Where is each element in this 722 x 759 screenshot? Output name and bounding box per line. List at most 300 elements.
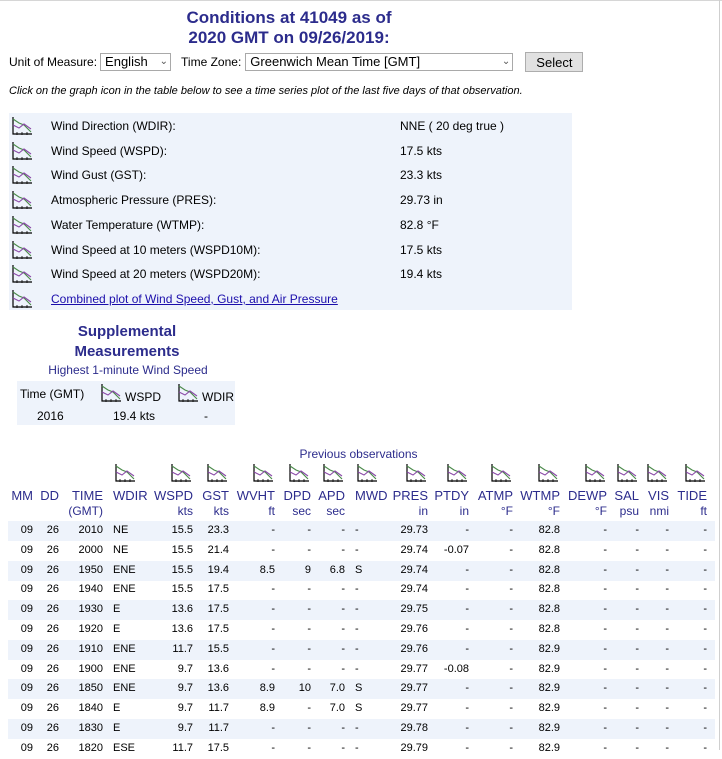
table-cell: ENE	[113, 564, 136, 576]
column-header: MM	[11, 488, 33, 503]
table-cell: 15.5	[171, 564, 193, 576]
graph-icon[interactable]	[356, 463, 378, 483]
supp-wdir-value: -	[204, 409, 208, 423]
table-cell: 26	[46, 544, 59, 556]
right-border	[719, 0, 720, 750]
table-cell: 26	[46, 603, 59, 615]
table-cell: 1950	[78, 564, 103, 576]
column-unit: psu	[619, 504, 639, 518]
supplemental-title-line-2: Measurements	[74, 343, 180, 360]
table-cell: 9	[304, 564, 311, 576]
table-cell: -	[465, 643, 469, 655]
table-cell: 09	[20, 742, 33, 754]
title-line-1: Conditions at 41049 as of	[186, 8, 392, 27]
column-unit: kts	[177, 504, 193, 518]
table-cell: -	[703, 742, 707, 754]
column-unit: in	[459, 504, 469, 518]
table-cell: -	[465, 682, 469, 694]
table-cell: -	[603, 702, 607, 714]
column-header: PRES	[392, 488, 428, 503]
table-cell: -	[665, 524, 669, 536]
table-cell: -	[665, 583, 669, 595]
condition-label: Wind Speed (WSPD):	[51, 144, 168, 158]
column-unit: in	[418, 504, 428, 518]
supp-time-header: Time (GMT)	[20, 387, 85, 401]
graph-icon[interactable]	[11, 264, 33, 284]
table-cell: 17.5	[207, 583, 229, 595]
table-cell: -	[465, 742, 469, 754]
table-cell: -	[271, 663, 275, 675]
unit-label: Unit of Measure:	[9, 55, 98, 69]
table-cell: 82.8	[538, 583, 560, 595]
previous-observations-title: Previous observations	[299, 447, 418, 461]
table-cell: -	[509, 702, 513, 714]
table-cell: -	[603, 722, 607, 734]
timezone-select[interactable]	[245, 53, 513, 71]
table-cell: -	[603, 682, 607, 694]
table-cell: -	[665, 564, 669, 576]
table-cell: -	[355, 524, 359, 536]
column-header: MWD	[355, 488, 388, 503]
table-cell: 29.75	[400, 603, 428, 615]
table-cell: -	[703, 663, 707, 675]
condition-value: NNE ( 20 deg true )	[400, 119, 505, 133]
column-header: WTMP	[520, 488, 560, 503]
table-cell: -	[509, 524, 513, 536]
condition-value: 17.5 kts	[400, 144, 443, 158]
table-cell: 17.5	[207, 603, 229, 615]
table-cell: 7.0	[329, 682, 345, 694]
table-cell: -	[635, 623, 639, 635]
table-cell: -	[635, 643, 639, 655]
table-cell: -	[665, 603, 669, 615]
condition-label: Wind Speed at 10 meters (WSPD10M):	[51, 243, 261, 257]
table-cell: 15.5	[171, 524, 193, 536]
table-cell: -	[703, 524, 707, 536]
graph-icon[interactable]	[170, 463, 192, 483]
table-cell: -	[635, 564, 639, 576]
table-cell: 82.8	[538, 564, 560, 576]
table-cell: 09	[20, 663, 33, 675]
table-cell: 29.79	[400, 742, 428, 754]
graph-icon[interactable]	[288, 463, 310, 483]
table-cell: 1840	[78, 702, 103, 714]
table-cell: 1900	[78, 663, 103, 675]
table-cell: -	[307, 603, 311, 615]
table-cell: -	[465, 603, 469, 615]
column-header: APD	[318, 488, 345, 503]
table-cell: ENE	[113, 643, 136, 655]
table-cell: -0.07	[443, 544, 469, 556]
table-cell: 9.7	[177, 722, 193, 734]
table-cell: -	[703, 544, 707, 556]
table-cell: -	[341, 742, 345, 754]
condition-value: 29.73 in	[400, 193, 443, 207]
column-unit: sec	[326, 504, 345, 518]
table-cell: 26	[46, 702, 59, 714]
table-cell: -	[703, 722, 707, 734]
table-cell: 17.5	[207, 623, 229, 635]
table-cell: -	[341, 663, 345, 675]
graph-icon[interactable]	[100, 383, 122, 403]
table-cell: 1820	[78, 742, 103, 754]
table-cell: -	[355, 643, 359, 655]
table-cell: -	[307, 742, 311, 754]
top-border	[0, 0, 722, 1]
table-cell: 09	[20, 544, 33, 556]
table-cell: -	[355, 722, 359, 734]
table-cell: -	[703, 702, 707, 714]
table-cell: 26	[46, 643, 59, 655]
table-cell: 29.74	[400, 564, 428, 576]
condition-label: Wind Speed at 20 meters (WSPD20M):	[51, 267, 261, 281]
graph-icon[interactable]	[646, 463, 668, 483]
condition-label: Atmospheric Pressure (PRES):	[51, 193, 217, 207]
column-header: DEWP	[568, 488, 607, 503]
condition-row-wspd10m	[9, 237, 572, 261]
table-cell: -	[271, 643, 275, 655]
table-cell: -	[271, 544, 275, 556]
table-cell: 8.9	[259, 702, 275, 714]
column-header: TIDE	[677, 488, 707, 503]
table-cell: -	[509, 544, 513, 556]
page-title	[0, 8, 578, 48]
column-unit: ft	[700, 504, 707, 518]
table-cell: 13.6	[207, 682, 229, 694]
table-cell: 1940	[78, 583, 103, 595]
instructions-text: Click on the graph icon in the table below to see a time series plot of the last five days of that observation.	[9, 85, 523, 97]
table-cell: -	[509, 583, 513, 595]
graph-icon[interactable]	[11, 116, 33, 136]
table-cell: 11.7	[172, 643, 193, 655]
column-unit: kts	[213, 504, 229, 518]
table-cell: 26	[46, 564, 59, 576]
table-cell: E	[113, 702, 121, 714]
select-button[interactable]: Select	[525, 52, 583, 72]
column-header: GST	[202, 488, 229, 503]
column-unit: °F	[547, 504, 560, 518]
graph-icon[interactable]	[11, 215, 33, 235]
table-cell: -	[665, 663, 669, 675]
table-cell: 1930	[78, 603, 103, 615]
column-header: VIS	[648, 488, 669, 503]
table-cell: -	[703, 682, 707, 694]
graph-icon[interactable]	[177, 383, 199, 403]
table-cell: 09	[20, 682, 33, 694]
table-cell: ENE	[113, 682, 136, 694]
table-cell: -	[665, 643, 669, 655]
table-cell: 13.6	[171, 623, 193, 635]
graph-icon[interactable]	[616, 463, 638, 483]
condition-row-pres	[9, 187, 572, 211]
table-cell: S	[355, 564, 363, 576]
condition-value: 23.3 kts	[400, 168, 443, 182]
table-cell: 9.7	[177, 682, 193, 694]
table-cell: 26	[46, 524, 59, 536]
table-cell: -	[665, 623, 669, 635]
table-cell: 09	[20, 603, 33, 615]
condition-row-combined	[9, 286, 572, 310]
column-header: DPD	[283, 488, 311, 503]
table-cell: -	[665, 702, 669, 714]
table-cell: 82.9	[538, 742, 560, 754]
table-cell: 82.9	[538, 643, 560, 655]
table-cell: 82.9	[538, 722, 560, 734]
graph-icon[interactable]	[537, 463, 559, 483]
table-cell: -	[341, 643, 345, 655]
condition-value: 82.8 °F	[400, 218, 439, 232]
table-cell: -	[355, 603, 359, 615]
table-cell: -	[341, 722, 345, 734]
table-cell: 17.5	[207, 742, 229, 754]
table-cell: -	[307, 583, 311, 595]
table-cell: 29.78	[400, 722, 428, 734]
table-cell: 1910	[78, 643, 103, 655]
table-cell: -	[307, 623, 311, 635]
table-cell: -	[635, 722, 639, 734]
graph-icon[interactable]	[252, 463, 274, 483]
condition-value: 19.4 kts	[400, 267, 443, 281]
supplemental-table	[17, 381, 235, 425]
table-cell: 82.8	[538, 603, 560, 615]
table-cell: 26	[46, 722, 59, 734]
table-cell: -	[509, 564, 513, 576]
graph-icon[interactable]	[11, 141, 33, 161]
table-cell: -	[603, 643, 607, 655]
supp-wdir-header: WDIR	[202, 390, 234, 404]
table-cell: -	[635, 742, 639, 754]
table-cell: -	[465, 583, 469, 595]
graph-icon[interactable]	[114, 463, 136, 483]
table-cell: -	[665, 544, 669, 556]
table-cell: 26	[46, 742, 59, 754]
supp-wspd-value: 19.4 kts	[113, 409, 156, 423]
timezone-select-value: Greenwich Mean Time [GMT]	[250, 54, 421, 69]
graph-icon[interactable]	[684, 463, 706, 483]
controls-bar	[9, 52, 583, 72]
table-cell: -	[603, 663, 607, 675]
graph-icon[interactable]	[322, 463, 344, 483]
column-header: WDIR	[113, 488, 148, 503]
graph-icon[interactable]	[11, 289, 33, 309]
graph-icon[interactable]	[446, 463, 468, 483]
table-cell: NE	[113, 544, 129, 556]
table-cell: E	[113, 623, 121, 635]
table-cell: -	[509, 623, 513, 635]
table-cell: -	[465, 722, 469, 734]
table-cell: -	[635, 702, 639, 714]
supplemental-title-line-1: Supplemental	[77, 323, 177, 340]
table-cell: -	[307, 524, 311, 536]
chevron-down-icon: ⌄	[159, 56, 169, 67]
table-cell: 23.3	[207, 524, 229, 536]
table-cell: -	[703, 623, 707, 635]
table-cell: -	[603, 583, 607, 595]
table-cell: -	[509, 742, 513, 754]
table-cell: -	[307, 544, 311, 556]
graph-icon[interactable]	[11, 240, 33, 260]
table-cell: 15.5	[171, 583, 193, 595]
graph-icon[interactable]	[11, 190, 33, 210]
chevron-down-icon: ⌄	[501, 56, 511, 67]
table-cell: -	[307, 663, 311, 675]
table-cell: S	[355, 682, 363, 694]
table-cell: 26	[46, 623, 59, 635]
unit-select[interactable]	[100, 53, 171, 71]
combined-plot-wrap	[51, 292, 338, 306]
column-header: SAL	[614, 488, 639, 503]
condition-row-gst	[9, 162, 572, 186]
table-cell: ESE	[113, 742, 136, 754]
table-cell: 09	[20, 722, 33, 734]
graph-icon[interactable]	[584, 463, 606, 483]
table-cell: -	[355, 742, 359, 754]
column-unit: °F	[500, 504, 513, 518]
table-cell: -	[603, 603, 607, 615]
table-cell: 26	[46, 682, 59, 694]
table-cell: 1850	[78, 682, 103, 694]
table-cell: 29.77	[400, 663, 428, 675]
column-header: DD	[40, 488, 59, 503]
column-header: TIME	[71, 488, 103, 503]
table-cell: -	[465, 702, 469, 714]
table-cell: -	[635, 603, 639, 615]
table-cell: 1920	[78, 623, 103, 635]
graph-icon[interactable]	[490, 463, 512, 483]
table-cell: 82.9	[538, 702, 560, 714]
condition-label: Wind Direction (WDIR):	[51, 119, 176, 133]
table-cell: -	[509, 603, 513, 615]
table-cell: 7.0	[329, 702, 345, 714]
graph-icon[interactable]	[11, 165, 33, 185]
table-cell: 15.5	[207, 643, 229, 655]
table-cell: 13.6	[171, 603, 193, 615]
table-cell: 26	[46, 663, 59, 675]
table-cell: -	[509, 722, 513, 734]
supplemental-subtitle: Highest 1-minute Wind Speed	[48, 363, 208, 377]
graph-icon[interactable]	[206, 463, 228, 483]
table-cell: 29.73	[400, 524, 428, 536]
table-cell: 21.4	[207, 544, 229, 556]
table-cell: 15.5	[171, 544, 193, 556]
table-cell: -	[271, 524, 275, 536]
table-cell: -	[355, 663, 359, 675]
table-cell: -	[307, 702, 311, 714]
graph-icon[interactable]	[405, 463, 427, 483]
table-cell: 82.8	[538, 623, 560, 635]
table-cell: 9.7	[177, 663, 193, 675]
column-unit: sec	[292, 504, 311, 518]
table-cell: -	[355, 583, 359, 595]
title-line-2: 2020 GMT on 09/26/2019:	[188, 28, 390, 47]
table-cell: -	[509, 682, 513, 694]
table-cell: 09	[20, 702, 33, 714]
table-cell: 6.8	[329, 564, 345, 576]
table-cell: 29.77	[400, 702, 428, 714]
table-cell: -	[271, 722, 275, 734]
supplemental-title	[37, 322, 217, 362]
column-unit: nmi	[649, 504, 669, 518]
table-cell: -	[703, 603, 707, 615]
condition-label: Wind Gust (GST):	[51, 168, 147, 182]
table-cell: -	[341, 544, 345, 556]
unit-select-value: English	[105, 54, 148, 69]
column-header: WSPD	[154, 488, 193, 503]
conditions-panel	[9, 113, 572, 310]
table-cell: -	[603, 742, 607, 754]
table-cell: 29.74	[400, 544, 428, 556]
condition-row-wtmp	[9, 212, 572, 236]
table-cell: -	[465, 623, 469, 635]
table-cell: NE	[113, 524, 129, 536]
table-cell: -	[665, 682, 669, 694]
table-cell: 9.7	[177, 702, 193, 714]
table-cell: 26	[46, 583, 59, 595]
table-cell: -	[341, 524, 345, 536]
table-cell: -	[665, 742, 669, 754]
table-cell: -	[703, 564, 707, 576]
table-cell: -	[341, 623, 345, 635]
column-unit: (GMT)	[68, 504, 103, 518]
table-cell: -	[703, 583, 707, 595]
table-cell: -	[271, 623, 275, 635]
table-cell: 10	[298, 682, 311, 694]
table-cell: -	[635, 682, 639, 694]
condition-row-wspd20m	[9, 261, 572, 285]
table-cell: -	[355, 623, 359, 635]
table-cell: S	[355, 702, 363, 714]
table-cell: ENE	[113, 583, 136, 595]
supp-time-value: 2016	[37, 409, 64, 423]
column-header: WVHT	[236, 488, 275, 503]
table-cell: -	[271, 583, 275, 595]
table-cell: 29.76	[400, 623, 428, 635]
table-cell: 8.9	[259, 682, 275, 694]
table-cell: 09	[20, 524, 33, 536]
table-cell: -	[509, 643, 513, 655]
table-cell: 2010	[78, 524, 103, 536]
table-cell: -	[341, 603, 345, 615]
table-cell: -	[307, 643, 311, 655]
table-cell: 19.4	[207, 564, 229, 576]
table-cell: -	[635, 524, 639, 536]
table-cell: 29.76	[400, 643, 428, 655]
table-cell: 09	[20, 623, 33, 635]
column-header: ATMP	[477, 488, 513, 503]
table-cell: -	[509, 663, 513, 675]
table-cell: 11.7	[172, 742, 193, 754]
column-header: PTDY	[434, 488, 469, 503]
table-cell: 29.77	[400, 682, 428, 694]
condition-row-wdir	[9, 113, 572, 137]
table-cell: 13.6	[207, 663, 229, 675]
table-cell: -	[465, 564, 469, 576]
table-cell: -	[635, 544, 639, 556]
table-cell: -	[635, 583, 639, 595]
table-cell: -	[603, 524, 607, 536]
condition-value: 17.5 kts	[400, 243, 443, 257]
table-cell: ENE	[113, 663, 136, 675]
table-cell: -	[703, 643, 707, 655]
table-cell: 11.7	[208, 722, 229, 734]
table-cell: 2000	[78, 544, 103, 556]
table-cell: -0.08	[443, 663, 469, 675]
table-cell: 1830	[78, 722, 103, 734]
table-cell: -	[603, 623, 607, 635]
combined-plot-link[interactable]: Combined plot of Wind Speed, Gust, and Air Pressure	[51, 292, 338, 306]
table-cell: -	[341, 583, 345, 595]
table-cell: 09	[20, 583, 33, 595]
